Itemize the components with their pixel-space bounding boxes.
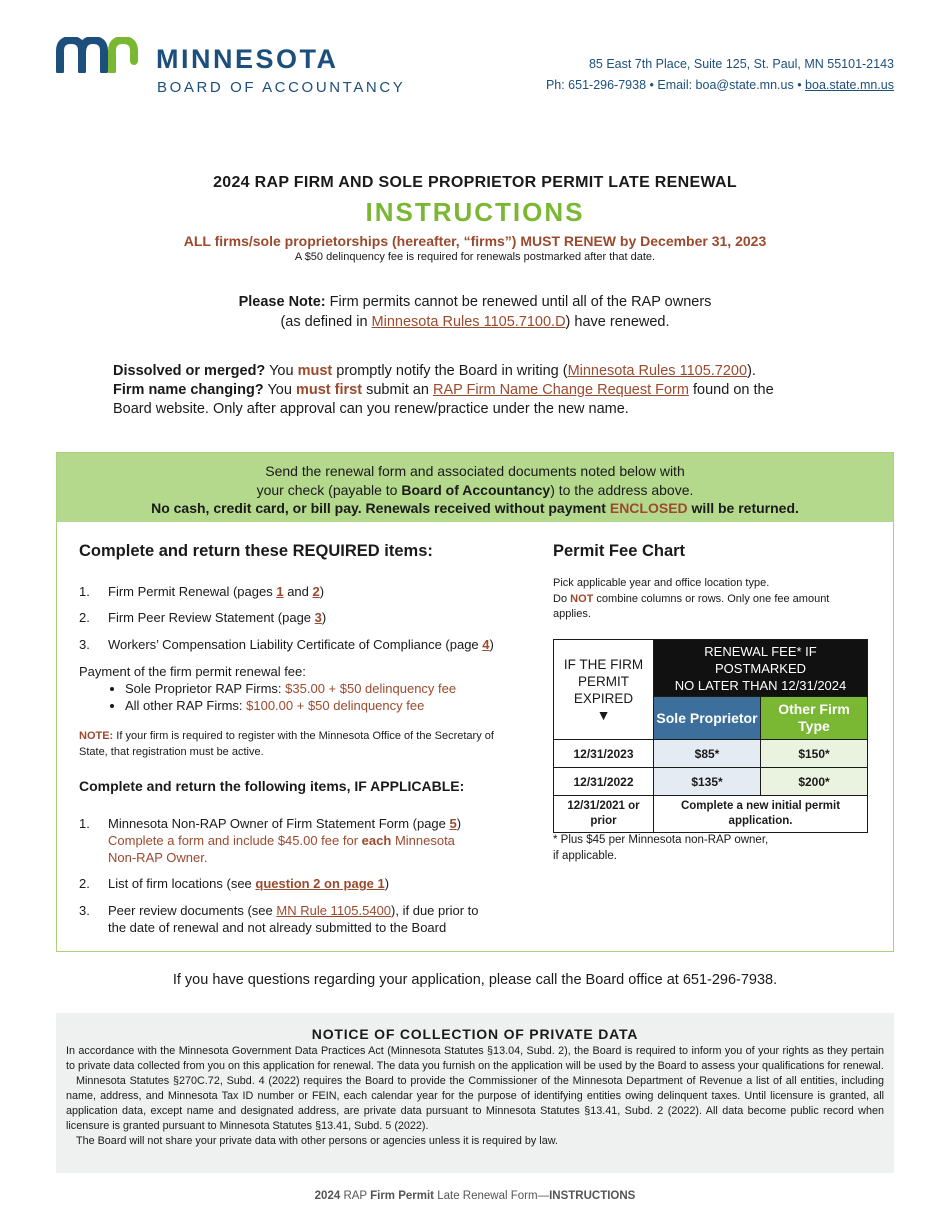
optional-items-heading: Complete and return the following items, IF APPLICABLE: [79,778,465,794]
questions-contact-line: If you have questions regarding your application, please call the Board office at 651-296-7938. [172,972,778,988]
fee-footnote: * Plus $45 per Minnesota non-RAP owner, if applicable. [553,834,769,862]
page-2-link[interactable]: 2 [312,584,320,599]
dissolved-merged-notice: Dissolved or merged? You must promptly notify the Board in writing (Minnesota Rules 1105.7200). Firm name changing? You must first submit an RAP Firm Name Change Request Form found on the Board website. Only after approval can you renew/practice under the new name. [113,363,774,417]
page-1-link[interactable]: 1 [276,584,284,599]
logo-name: MINNESOTA [156,44,339,74]
contact-info: 85 East 7th Place, Suite 125, St. Paul, MN 55101-2143 Ph: 651-296-7938 • Email: boa@state.mn.us • boa.state.mn.us [546,54,894,96]
page-5-link[interactable]: 5 [449,816,457,831]
expired-column-header: IF THE FIRM PERMIT EXPIRED ▼ [554,640,654,740]
instructions-box: Send the renewal form and associated documents noted below with your check (payable to Board of Accountancy) to the address above. No cash, credit card, or bill pay. Renewals received without payment ENCLOSED will be returned. Complete and return these REQUIRED items: 1. Firm Permit Renewal (pages 1 and 2) 2. Firm Peer Review Statement (page 3) 3. Workers’ Compensation Liability Certificate of Compliance (page 4) Payment of the firm permit renewal fee: • Sole Proprietor RAP Firms: $35.00 + $50 delinquency fee • All other RAP Firms: $100.00 + $50 delinquency fee NOTE: If your firm is required to register with the Minnesota Office of the Secretary of State, that registration must be active. Complete and return the following items, IF APPLICABLE: 1. Minnesota Non-RAP Owner of Firm Statement Form (page 5) Complete a form and include $45.00 fee for each Minnesota Non-RAP Owner. 2. List of firm locations (see question 2 on page 1) 3. Peer review documents (see MN Rule 1105.5400), if due prior to the date of renewal and not already submitted to the Board Permit Fee Chart Pick applicable year and office location type. Do NOT combine columns or rows. Only one fee amount applies. IF THE FIRM PERMIT EXPIRED ▼ RENEWAL FEE* IF POSTMARKED NO LATER THAN 12/31/2024 Sole Proprietor Other Firm Type 12/31/2023 $85* $150* 12/31/2022 $135* $200* 12/31/2021 or prior Complete a new initial permit application. * Plus $45 per Minnesota non-RAP owner, if applicable. [56,452,894,952]
notice-body: In accordance with the Minnesota Government Data Practices Act (Minnesota Statutes §13.04, Subd. 2), the Board is required to inform you of your rights as they pertain to private data collected from you on this application for renewal. The data you furnish on the application will be used by the Board to assess your qualifications for renewal. Minnesota Statutes §270C.72, Subd. 4 (2022) requires the Board to provide the Commissioner of the Minnesota Department of Revenue a list of all entities, including name, address, and Minnesota Tax ID number or FEIN, each calendar year for the purpose of identifying entities owing delinquent taxes. Until licensure is granted, all application data, except name and designated address, are private data pursuant to Minnesota Statutes §13.41, Subd. 2 (2022). All data become public record when licensure is granted pursuant to Minnesota Statutes §13.41, Subd. 5 (2022). The Board will not share your private data with other persons or agencies unless it is required by law. [66,1045,884,1147]
logo-subtitle: BOARD OF ACCOUNTANCY [157,79,406,96]
fee-chart-description: Pick applicable year and office location type. Do NOT combine columns or rows. Only one fee amount applies. [553,577,830,620]
renewal-fee-header: RENEWAL FEE* IF POSTMARKED NO LATER THAN 12/31/2024 [654,640,868,697]
notice-heading: NOTICE OF COLLECTION OF PRIVATE DATA [311,1026,639,1042]
rules-1105-7100-link[interactable]: Minnesota Rules 1105.7100.D [371,314,566,330]
fee-row: 12/31/2021 or prior Complete a new initial permit application. [554,796,868,833]
fee-chart-heading: Permit Fee Chart [553,542,686,560]
question-2-link[interactable]: question 2 on page 1 [255,876,385,891]
website-link[interactable]: boa.state.mn.us [805,78,894,92]
email: Email: boa@state.mn.us [657,78,794,92]
payment-instructions-banner: Send the renewal form and associated documents noted below with your check (payable to Board of Accountancy) to the address above. No cash, credit card, or bill pay. Renewals received without payment ENCLOSED will be returned. [57,453,893,522]
page-footer: 2024 RAP Firm Permit Late Renewal Form—INSTRUCTIONS [314,1190,636,1202]
phone: Ph: 651-296-7938 [545,78,647,92]
name-change-form-link[interactable]: RAP Firm Name Change Request Form [432,382,689,398]
page-3-link[interactable]: 3 [314,610,322,625]
page-subtitle: INSTRUCTIONS [365,197,585,227]
down-arrow-icon: ▼ [596,706,611,723]
private-data-notice [56,1013,894,1173]
fee-row: 12/31/2023 $85* $150* [554,740,868,768]
optional-item-1: 1. Minnesota Non-RAP Owner of Firm Statement Form (page 5) Complete a form and include $45.00 fee for each Minnesota Non-RAP Owner. [79,816,462,865]
sos-registration-note: NOTE: If your firm is required to register with the Minnesota Office of the Secretary of State, that registration must be active. [79,730,494,758]
delinquency-fee-note: A $50 delinquency fee is required for renewals postmarked after that date. [294,251,656,263]
required-items-heading: Complete and return these REQUIRED items: [79,542,433,560]
minnesota-logo-icon [56,37,138,78]
other-firm-header: Other Firm Type [761,697,868,740]
mn-rule-1105-5400-link[interactable]: MN Rule 1105.5400 [276,903,392,918]
address: 85 East 7th Place, Suite 125, St. Paul, MN 55101-2143 [588,57,894,71]
page-4-link[interactable]: 4 [482,637,490,652]
page-title: 2024 RAP FIRM AND SOLE PROPRIETOR PERMIT LATE RENEWAL [213,174,737,191]
payment-fees: Payment of the firm permit renewal fee: • Sole Proprietor RAP Firms: $35.00 + $50 delinquency fee • All other RAP Firms: $100.00 + $50 delinquency fee [79,663,519,714]
sole-proprietor-header: Sole Proprietor [654,697,761,740]
fee-row: 12/31/2022 $135* $200* [554,768,868,796]
please-note: Please Note: Firm permits cannot be renewed until all of the RAP owners (as defined in Minnesota Rules 1105.7100.D) have renewed. [238,294,712,330]
rules-1105-7200-link[interactable]: Minnesota Rules 1105.7200 [567,363,748,379]
renewal-deadline: ALL firms/sole proprietorships (hereafter, “firms”) MUST RENEW by December 31, 2023 [183,233,767,249]
permit-fee-table [553,639,868,833]
optional-item-3: 3. Peer review documents (see MN Rule 1105.5400), if due prior to the date of renewal and not already submitted to the Board [79,903,479,935]
